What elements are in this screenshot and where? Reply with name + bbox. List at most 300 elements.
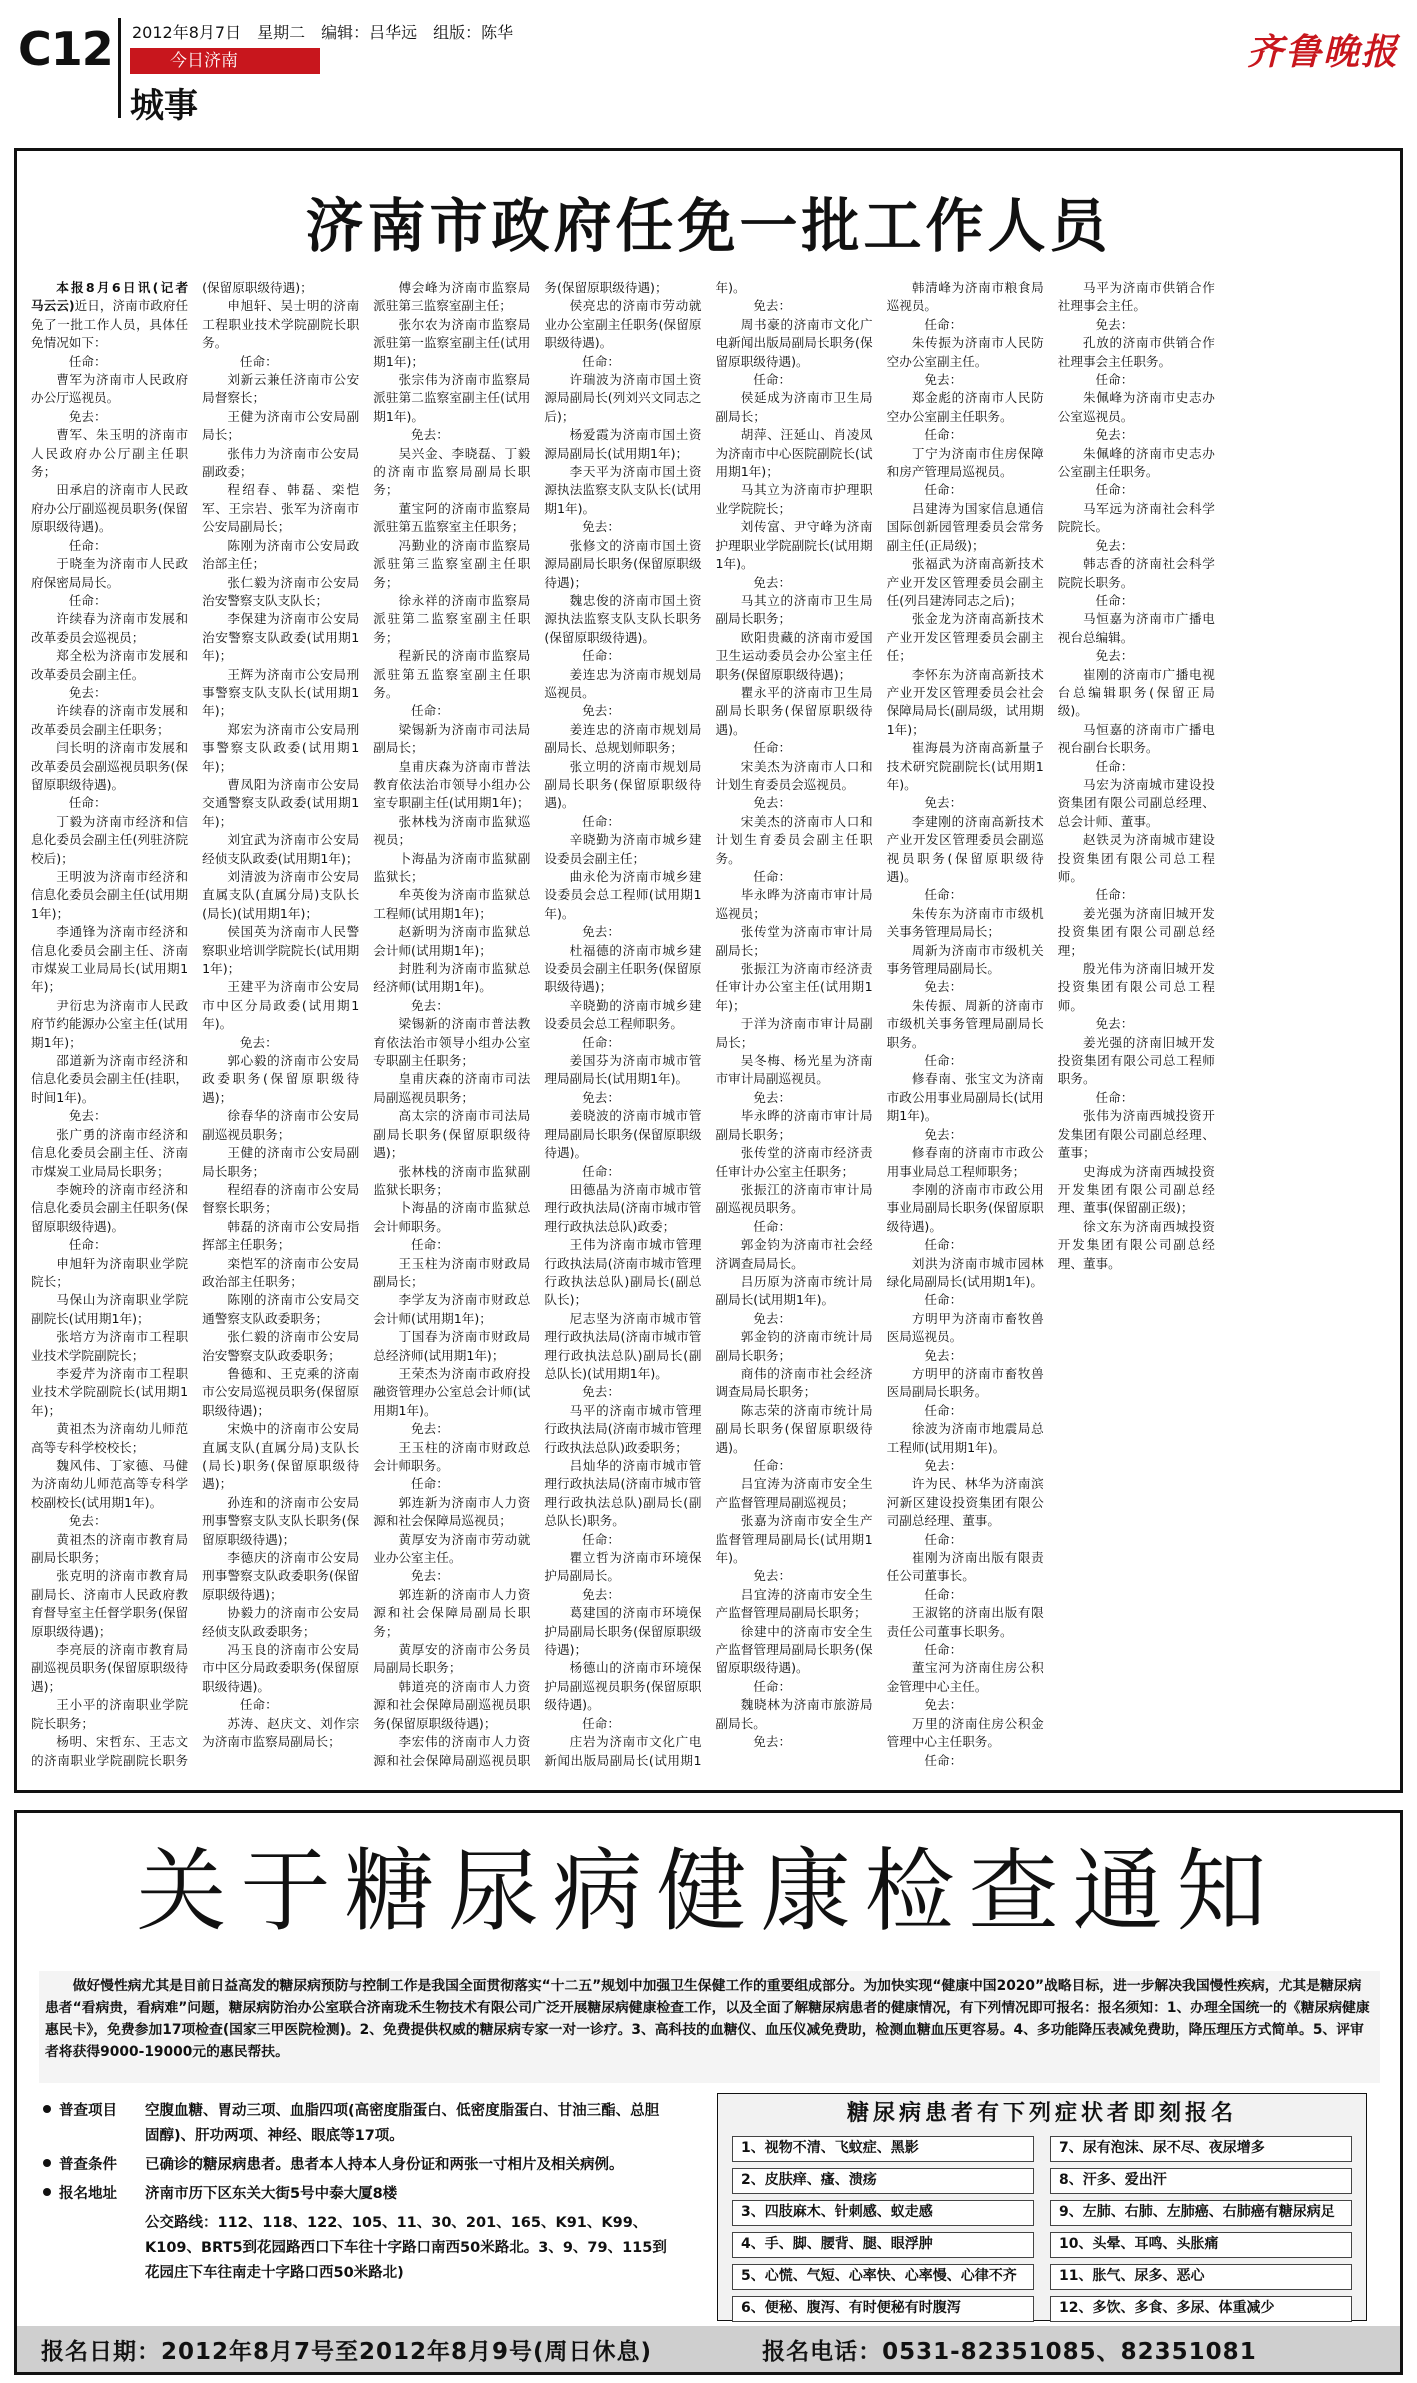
article-subhead: 免去： xyxy=(411,427,449,443)
article-subhead: 任命： xyxy=(68,1237,107,1253)
article-paragraph: 冯勤业的济南市监察局派驻第三监察室副主任职务； xyxy=(373,537,531,590)
article-paragraph: 邵道新为济南市经济和信息化委员会副主任(挂职，时间1年)。 xyxy=(31,1053,189,1105)
article-paragraph: 马军远为济南社会科学院院长。 xyxy=(1057,500,1215,535)
article-paragraph: 王健的济南市公安局副局长职务； xyxy=(202,1145,360,1179)
article-subhead: 任命： xyxy=(411,1476,449,1492)
article-subhead: 免去： xyxy=(411,1421,449,1437)
article-paragraph: 马宏为济南城市建设投资集团有限公司副总经理、总会计师、董事。 xyxy=(1057,776,1215,829)
article-paragraph: 刘清波为济南市公安局直属支队(直属分局)支队长(局长)(试用期1年)； xyxy=(202,869,360,921)
article-subhead: 任命： xyxy=(924,1752,963,1768)
info-value: 公交路线：112、118、122、105、11、30、201、165、K91、K99、K109、BRT5到花园路西口下车往十字路口南西50米路北。3、9、79、115到花园庄下车往南走十字路口西50米路北) xyxy=(145,2215,667,2281)
article-paragraph: 马平的济南市城市管理行政执法局(济南市城市管理行政执法总队)政委职务； xyxy=(544,1402,702,1455)
article-subhead: 任命： xyxy=(924,1642,963,1658)
article-paragraph: 张传堂的济南市经济责任审计办公室主任职务； xyxy=(715,1145,873,1179)
article-paragraph: 朱佩峰为济南市史志办公室巡视员。 xyxy=(1057,390,1215,424)
info-label xyxy=(43,2153,145,2178)
article-paragraph: 吕灿华的济南市城市管理行政执法局(济南市城市管理行政执法总队)副局长(副总队长)职务。 xyxy=(544,1458,702,1529)
article-paragraph: 毕永晔的济南市审计局副局长职务； xyxy=(715,1108,873,1142)
article-subhead: 任命： xyxy=(753,1678,792,1694)
registration-date: 报名日期：2012年8月7号至2012年8月9号(周日休息) xyxy=(41,2338,653,2365)
article-paragraph: 万里的济南住房公积金管理中心主任职务。 xyxy=(886,1715,1044,1750)
article-paragraph: 毕永晔为济南市审计局巡视员； xyxy=(715,887,873,921)
article-paragraph: 闫长明的济南市发展和改革委员会副巡视员职务(保留原职级待遇)。 xyxy=(31,740,189,792)
article-paragraph: 李亮辰的济南市教育局副巡视员职务(保留原职级待遇)； xyxy=(31,1642,189,1694)
article-paragraph: 庄岩为济南市文化广电新闻出版局副局长(试用期1年)。 xyxy=(544,280,746,1768)
article-paragraph: 张宗伟为济南市监察局派驻第二监察室副主任(试用期1年)。 xyxy=(373,372,531,424)
article-paragraph: 张培方为济南市工程职业技术学院副院长； xyxy=(31,1329,189,1363)
article-subhead: 任命： xyxy=(68,353,107,369)
article-subhead: 任命： xyxy=(924,316,963,332)
article-subhead: 任命： xyxy=(1095,1089,1134,1105)
notice-intro: 做好慢性病尤其是目前日益高发的糖尿病预防与控制工作是我国全面贯彻落实“十二五”规划中加强卫生保健工作的重要组成部分。为加快实现“健康中国2020”战略目标，进一步解决我国慢性疾病，尤其是糖尿病患者“看病贵，看病难”问题，糖尿病防治办公室联合济南珑禾生物技术有限公司广泛开展糖尿病健康检查工作，以及全面了解糖尿病患者的健康情况，有下列情况即可报名：报名须知：1、办理全国统一的《糖尿病健康惠民卡》，免费参加17项检查(国家三甲医院检测)。2、免费提供权威的糖尿病专家一对一诊疗。3、高科技的血糖仪、血压仪减免费助，检测血糖血压更容易。4、多功能降压表减免费助，降压理压方式简单。5、评审者将获得9000-19000元的惠民帮扶。 xyxy=(39,1971,1380,2083)
article-paragraph: 冯玉良的济南市公安局市中区分局政委职务(保留原职级待遇)。 xyxy=(202,1642,360,1694)
article-paragraph: 郑宏为济南市公安局刑事警察支队政委(试用期1年)； xyxy=(202,721,360,774)
article-paragraph: 张传堂为济南市审计局副局长； xyxy=(715,924,873,958)
article-paragraph: 黄厚安为济南市劳动就业办公室主任。 xyxy=(373,1531,531,1566)
article-subhead: 免去： xyxy=(924,795,963,811)
article-title: 济南市政府任免一批工作人员 xyxy=(305,192,1112,260)
article-paragraph: 张克明的济南市教育局副局长、济南市人民政府教育督导室主任督学职务(保留原职级待遇)； xyxy=(31,1568,189,1639)
article-paragraph: 李怀东为济南高新技术产业开发区管理委员会社会保障局局长(副局级，试用期1年)； xyxy=(886,666,1044,737)
article-subhead: 任命： xyxy=(239,353,278,369)
article-paragraph: 梁锡新的济南市普法教育依法治市领导小组办公室专职副主任职务； xyxy=(373,1016,531,1069)
article-subhead: 免去： xyxy=(753,298,792,314)
article-subhead: 任命： xyxy=(924,1586,963,1602)
article-subhead: 免去： xyxy=(582,1586,620,1602)
article-subhead: 免去： xyxy=(753,1089,792,1105)
article-paragraph: 马其立的济南市卫生局副局长职务； xyxy=(715,592,873,627)
article-paragraph: 曹军、朱玉明的济南市人民政府办公厅副主任职务； xyxy=(31,427,189,480)
symptom-item: 8、汗多、爱出汗 xyxy=(1050,2168,1352,2194)
article-subhead: 任命： xyxy=(924,427,963,443)
article-paragraph: 杨爱霞为济南市国土资源局副局长(试用期1年)； xyxy=(544,427,702,461)
article-paragraph: 侯亮忠的济南市劳动就业办公室副主任职务(保留原职级待遇)。 xyxy=(544,298,702,351)
article-lead: 近日，济南市政府任免了一批工作人员，具体任免情况如下： xyxy=(31,298,189,351)
article-paragraph: 曲永伦为济南市城乡建设委员会总工程师(试用期1年)。 xyxy=(544,869,702,921)
article-paragraph: 杨明、宋哲东、王志文的济南职业学院副院长职务(保留原职级待遇)； xyxy=(31,280,313,1768)
article-paragraph: 李建刚的济南高新技术产业开发区管理委员会副巡视员职务(保留原职级待遇)。 xyxy=(886,813,1044,884)
article-paragraph: 丁宁为济南市住房保障和房产管理局巡视员。 xyxy=(886,445,1044,480)
article-paragraph: 瞿永平的济南市卫生局副局长职务(保留原职级待遇)。 xyxy=(715,684,873,737)
article-paragraph: 侯国英为济南市人民警察职业培训学院院长(试用期1年)； xyxy=(202,924,360,977)
article-paragraph: 王建平为济南市公安局市中区分局政委(试用期1年)。 xyxy=(202,979,360,1032)
article-subhead: 免去： xyxy=(1095,1016,1134,1032)
article-paragraph: 李婉玲的济南市经济和信息化委员会副主任职务(保留原职级待遇)。 xyxy=(31,1181,189,1234)
article-paragraph: 郑金彪的济南市人民防空办公室副主任职务。 xyxy=(886,390,1044,424)
article-paragraph: 程新民的济南市监察局派驻第五监察室副主任职务。 xyxy=(373,648,531,700)
article-paragraph: 吕宜涛的济南市安全生产监督管理局副局长职务； xyxy=(715,1586,873,1621)
article-subhead: 任命： xyxy=(411,1237,449,1253)
article-subhead: 任命： xyxy=(753,1218,792,1234)
article-paragraph: 欧阳贵藏的济南市爱国卫生运动委员会办公室主任职务(保留原职级待遇)； xyxy=(715,629,873,682)
article-paragraph: 陈刚的济南市公安局交通警察支队政委职务； xyxy=(202,1292,360,1326)
article-subhead: 免去： xyxy=(411,997,449,1013)
article-paragraph: 朱传东为济南市市级机关事务管理局局长； xyxy=(886,905,1044,940)
article-subhead: 免去： xyxy=(753,1310,792,1326)
article-subhead: 免去： xyxy=(582,924,620,940)
article-paragraph: 姜光强为济南旧城开发投资集团有限公司副总经理； xyxy=(1057,905,1215,958)
article-subhead: 免去： xyxy=(1095,648,1134,664)
article-paragraph: 史海成为济南西城投资开发集团有限公司副总经理、董事(保留副正级)； xyxy=(1057,1163,1215,1216)
bullet-icon xyxy=(43,2105,51,2113)
bullet-icon xyxy=(43,2159,51,2167)
article-paragraph: 皇甫庆森的济南市司法局副巡视员职务； xyxy=(373,1071,531,1105)
article-subhead: 任命： xyxy=(1095,482,1134,498)
article-paragraph: 魏风伟、丁家德、马健为济南幼儿师范高等专科学校副校长(试用期1年)。 xyxy=(31,1458,189,1510)
article-paragraph: 申旭轩、吴士明的济南工程职业技术学院副院长职务。 xyxy=(202,298,360,351)
article-paragraph: 徐波为济南市地震局总工程师(试用期1年)。 xyxy=(886,1421,1044,1455)
article-subhead: 任命： xyxy=(68,795,107,811)
article-subhead: 免去： xyxy=(753,1568,792,1584)
article-paragraph: 韩道亮的济南市人力资源和社会保障局副巡视员职务(保留原职级待遇)； xyxy=(373,1678,531,1731)
article-subhead: 免去： xyxy=(924,1347,963,1363)
symptom-item: 1、视物不清、飞蚊症、黑影 xyxy=(732,2136,1034,2162)
article-paragraph: 尼志坚为济南市城市管理行政执法局(济南市城市管理行政执法总队)副局长(副总队长)(试用期1年)。 xyxy=(544,1310,702,1381)
article-paragraph: 吕建涛为国家信息通信国际创新园管理委员会常务副主任(正局级)； xyxy=(886,500,1044,553)
article-paragraph: 许为民、林华为济南滨河新区建设投资集团有限公司副总经理、董事。 xyxy=(886,1476,1044,1529)
info-row xyxy=(43,2099,673,2149)
article-paragraph: 修春南、张宝文为济南市政公用事业局副局长(试用期1年)。 xyxy=(886,1071,1044,1124)
article-paragraph: 许瑞波为济南市国土资源局副局长(列刘兴文同志之后)； xyxy=(544,372,702,424)
article-paragraph: 徐永祥的济南市监察局派驻第二监察室副主任职务； xyxy=(373,592,531,645)
article-subhead: 免去： xyxy=(68,684,107,700)
bullet-icon xyxy=(43,2188,51,2196)
article-paragraph: 李通锋为济南市经济和信息化委员会副主任、济南市煤炭工业局局长(试用期1年)； xyxy=(31,924,189,995)
symptom-grid xyxy=(718,2132,1366,2326)
article-paragraph: 郭金钧的济南市统计局副局长职务； xyxy=(715,1329,873,1363)
article-paragraph: 方明甲的济南市畜牧兽医局副局长职务。 xyxy=(886,1365,1044,1400)
article-subhead: 免去： xyxy=(68,408,107,424)
article-paragraph: 苏涛、赵庆文、刘作宗为济南市监察局副局长； xyxy=(202,1715,360,1750)
article-subhead: 免去： xyxy=(753,574,792,590)
article-paragraph: 杨德山的济南市环境保护局副巡视员职务(保留原职级待遇)。 xyxy=(544,1660,702,1713)
article-subhead: 免去： xyxy=(924,1458,963,1473)
info-row xyxy=(43,2153,673,2178)
article-paragraph: 徐建中的济南市安全生产监督管理局副局长职务(保留原职级待遇)。 xyxy=(715,1623,873,1676)
article-paragraph: 张修文的济南市国土资源局副局长职务(保留原职级待遇)； xyxy=(544,537,702,590)
article-subhead: 任命： xyxy=(582,1715,620,1731)
article-paragraph: 董宝阿的济南市监察局派驻第五监察室主任职务； xyxy=(373,500,531,535)
article-subhead: 任命： xyxy=(1095,592,1134,608)
article-paragraph: 魏忠俊的济南市国土资源执法监察支队支队长职务(保留原职级待遇)。 xyxy=(544,592,702,645)
article-paragraph: 曹凤阳为济南市公安局交通警察支队政委(试用期1年)； xyxy=(202,776,360,829)
article-paragraph: 王辉为济南市公安局刑事警察支队支队长(试用期1年)； xyxy=(202,666,360,719)
article-subhead: 任命： xyxy=(68,592,107,608)
article-paragraph: 郭连新的济南市人力资源和社会保障局副局长职务； xyxy=(373,1586,531,1639)
article-paragraph: 吕历原为济南市统计局副局长(试用期1年)。 xyxy=(715,1273,873,1308)
info-label-text: 报名地址 xyxy=(59,2186,117,2202)
article-subhead: 免去： xyxy=(68,1108,107,1124)
article-paragraph: 马保山为济南职业学院副院长(试用期1年)； xyxy=(31,1292,189,1326)
article-paragraph: 刘传富、尹守峰为济南护理职业学院副院长(试用期1年)。 xyxy=(715,519,873,572)
article-paragraph: 黄祖杰为济南幼儿师范高等专科学校校长； xyxy=(31,1421,189,1455)
article-paragraph: 韩清峰为济南市粮食局巡视员。 xyxy=(886,280,1044,314)
article-paragraph: 王伟为济南市城市管理行政执法局(济南市城市管理行政执法总队)副局长(副总队长)； xyxy=(544,1237,702,1308)
article-paragraph: 侯延成为济南市卫生局副局长； xyxy=(715,390,873,424)
article-paragraph: 辛晓勤的济南市城乡建设委员会总工程师职务。 xyxy=(544,997,702,1032)
article-subhead: 任命： xyxy=(1095,758,1134,774)
article-paragraph: 张林栈为济南市监狱巡视员； xyxy=(373,813,531,848)
article-paragraph: 崔海晨为济南高新量子技术研究院副院长(试用期1年)。 xyxy=(886,740,1044,792)
appointment-article xyxy=(14,148,1403,1793)
symptom-item: 3、四肢麻木、针刺感、蚁走感 xyxy=(732,2200,1034,2226)
page-number: C12 xyxy=(18,22,113,76)
article-paragraph: 徐春华的济南市公安局副巡视员职务； xyxy=(202,1108,360,1142)
article-paragraph: 丁毅为济南市经济和信息化委员会副主任(列驻济院校后)； xyxy=(31,813,189,866)
article-subhead: 任命： xyxy=(924,1402,963,1418)
article-paragraph: 皇甫庆森为济南市普法教育依法治市领导小组办公室专职副主任(试用期1年)； xyxy=(373,758,531,811)
article-paragraph: 郑全松为济南市发展和改革委员会副主任。 xyxy=(31,648,189,682)
article-subhead: 免去： xyxy=(924,979,963,995)
screening-info xyxy=(43,2099,673,2319)
article-paragraph: 张伟为济南西城投资开发集团有限公司副总经理、董事； xyxy=(1057,1108,1215,1161)
article-paragraph: 于洋为济南市审计局副局长； xyxy=(715,1016,873,1050)
article-paragraph: 栾恺军的济南市公安局政治部主任职务； xyxy=(202,1255,360,1289)
article-paragraph: 协毅力的济南市公安局经侦支队政委职务； xyxy=(202,1605,360,1639)
symptom-title: 糖尿病患者有下列症状者即刻报名 xyxy=(846,2100,1237,2126)
article-paragraph: 张仁毅为济南市公安局治安警察支队支队长； xyxy=(202,574,360,608)
article-subhead: 免去： xyxy=(924,372,963,388)
diabetes-notice xyxy=(14,1810,1403,2375)
article-paragraph: 商伟的济南市社会经济调查局局长职务； xyxy=(715,1365,873,1400)
info-value: 济南市历下区东关大街5号中泰大厦8楼 xyxy=(145,2186,398,2202)
article-subhead: 任命： xyxy=(411,703,449,719)
article-paragraph: 魏晓林为济南市旅游局副局长。 xyxy=(715,1697,873,1731)
article-paragraph: 许续春为济南市发展和改革委员会巡视员； xyxy=(31,611,189,645)
info-value: 空腹血糖、胃动三项、血脂四项(高密度脂蛋白、低密度脂蛋白、甘油三酯、总胆固醇)、肝功两项、神经、眼底等17项。 xyxy=(145,2103,660,2144)
article-subhead: 任命： xyxy=(239,1697,278,1713)
info-label xyxy=(43,2211,145,2286)
section-title: 城事 xyxy=(130,86,198,126)
article-paragraph: 郭金钧为济南市社会经济调查局局长。 xyxy=(715,1237,873,1271)
article-paragraph: 刘宜武为济南市公安局经侦支队政委(试用期1年)； xyxy=(202,832,360,866)
article-paragraph: 董宝河为济南住房公积金管理中心主任。 xyxy=(886,1660,1044,1694)
article-paragraph: 瞿立哲为济南市环境保护局副局长。 xyxy=(544,1550,702,1584)
article-paragraph: 张嘉为济南市安全生产监督管理局副局长(试用期1年)。 xyxy=(715,1513,873,1566)
article-paragraph: 黄厚安的济南市公务员局副局长职务； xyxy=(373,1642,531,1676)
article-paragraph: 田德晶为济南市城市管理行政执法局(济南市城市管理行政执法总队)政委； xyxy=(544,1181,702,1234)
article-paragraph: 傅会峰为济南市监察局派驻第三监察室副主任； xyxy=(373,280,531,314)
article-paragraph: 李天平为济南市国土资源执法监察支队支队长(试用期1年)。 xyxy=(544,464,702,516)
article-paragraph: 王小平的济南职业学院院长职务； xyxy=(31,1697,189,1731)
article-paragraph: 杜福德的济南市城乡建设委员会副主任职务(保留原职级待遇)； xyxy=(544,942,702,995)
article-paragraph: 姜光强的济南旧城开发投资集团有限公司总工程师职务。 xyxy=(1057,1034,1215,1087)
article-paragraph: 辛晓勤为济南市城乡建设委员会副主任； xyxy=(544,832,702,866)
article-subhead: 任命： xyxy=(582,1163,620,1179)
article-paragraph: 胡萍、汪延山、肖凌凤为济南市中心医院副院长(试用期1年)； xyxy=(715,427,873,480)
article-paragraph: 鲁德和、王克乘的济南市公安局巡视员职务(保留原职级待遇)； xyxy=(202,1365,360,1418)
article-subhead: 任命： xyxy=(1095,372,1134,388)
article-subhead: 免去： xyxy=(1095,427,1134,443)
article-paragraph: 卜海晶为济南市监狱副监狱长； xyxy=(373,850,531,884)
article-paragraph: 张振江的济南市审计局副巡视员职务。 xyxy=(715,1181,873,1216)
article-subhead: 任命： xyxy=(582,1034,620,1050)
article-paragraph: 葛建国的济南市环境保护局副局长职务(保留原职级待遇)； xyxy=(544,1605,702,1658)
article-paragraph: 徐文东为济南西城投资开发集团有限公司副总经理、董事。 xyxy=(1057,1218,1215,1271)
info-row xyxy=(43,2182,673,2207)
info-label-text: 普查项目 xyxy=(59,2103,117,2119)
masthead xyxy=(0,0,1417,140)
info-row xyxy=(43,2211,673,2286)
symptom-item: 11、胀气、尿多、恶心 xyxy=(1050,2264,1352,2290)
article-paragraph: 黄祖杰的济南市教育局副局长职务； xyxy=(31,1531,189,1566)
article-paragraph: 田承启的济南市人民政府办公厅副巡视员职务(保留原职级待遇)。 xyxy=(31,482,189,535)
article-paragraph: 王明波为济南市经济和信息化委员会副主任(试用期1年)； xyxy=(31,869,189,921)
article-paragraph: 陈志荣的济南市统计局副局长职务(保留原职级待遇)。 xyxy=(715,1402,873,1455)
article-paragraph: 张广勇的济南市经济和信息化委员会副主任、济南市煤炭工业局局长职务； xyxy=(31,1126,189,1179)
article-paragraph: 修春南的济南市市政公用事业局总工程师职务； xyxy=(886,1145,1044,1179)
article-paragraph: 程绍春、韩磊、栾恺军、王宗岩、张军为济南市公安局副局长； xyxy=(202,482,360,535)
article-paragraph: 韩磊的济南市公安局指挥部主任职务； xyxy=(202,1218,360,1253)
article-paragraph: 刘新云兼任济南市公安局督察长； xyxy=(202,372,360,406)
article-paragraph: 王玉柱为济南市财政局副局长； xyxy=(373,1255,531,1289)
article-subhead: 免去： xyxy=(1095,316,1134,332)
symptom-box xyxy=(717,2093,1367,2321)
article-paragraph: 朱传振、周新的济南市市级机关事务管理局副局长职务。 xyxy=(886,997,1044,1050)
article-paragraph: 尹衍忠为济南市人民政府节约能源办公室主任(试用期1年)； xyxy=(31,997,189,1050)
article-subhead: 任命： xyxy=(924,482,963,498)
article-paragraph: 赵铁灵为济南城市建设投资集团有限公司总工程师。 xyxy=(1057,832,1215,884)
article-paragraph: 李德庆的济南市公安局刑事警察支队政委职务(保留原职级待遇)； xyxy=(202,1550,360,1602)
section-tag: 今日济南 xyxy=(130,48,320,74)
article-paragraph: 刘洪为济南市城市园林绿化局副局长(试用期1年)。 xyxy=(886,1255,1044,1289)
article-subhead: 免去： xyxy=(582,1384,620,1400)
symptom-item: 12、多饮、多食、多尿、体重减少 xyxy=(1050,2296,1352,2322)
article-paragraph: 高太宗的济南市司法局副局长职务(保留原职级待遇)； xyxy=(373,1108,531,1161)
article-paragraph: 殷光伟为济南旧城开发投资集团有限公司总工程师。 xyxy=(1057,961,1215,1013)
article-paragraph: 张仁毅的济南市公安局治安警察支队政委职务； xyxy=(202,1329,360,1363)
article-paragraph: 张福武为济南高新技术产业开发区管理委员会副主任(列吕建涛同志之后)； xyxy=(886,556,1044,608)
masthead-divider xyxy=(118,18,121,118)
article-paragraph: 李学友为济南市财政总会计师(试用期1年)； xyxy=(373,1292,531,1326)
article-paragraph: 周书豪的济南市文化广电新闻出版局副局长职务(保留原职级待遇)。 xyxy=(715,316,873,369)
article-paragraph: 韩志香的济南社会科学院院长职务。 xyxy=(1057,556,1215,590)
article-paragraph: 姜国芬为济南市城市管理局副局长(试用期1年)。 xyxy=(544,1053,702,1087)
article-subhead: 免去： xyxy=(924,1126,963,1142)
article-paragraph: 姜连忠为济南市规划局巡视员。 xyxy=(544,666,702,700)
article-subhead: 免去： xyxy=(411,1568,449,1584)
article-paragraph: 宋焕中的济南市公安局直属支队(直属分局)支队长(局长)职务(保留原职级待遇)； xyxy=(202,1421,360,1492)
info-label xyxy=(43,2182,145,2207)
article-paragraph: 张林栈的济南市监狱副监狱长职务； xyxy=(373,1163,531,1197)
article-paragraph: 马恒嘉的济南市广播电视台副台长职务。 xyxy=(1057,721,1215,756)
notice-title: 关于糖尿病健康检查通知 xyxy=(136,1839,1281,1944)
article-subhead: 任命： xyxy=(924,1053,963,1069)
article-paragraph: 王健为济南市公安局副局长； xyxy=(202,408,360,443)
article-paragraph: 姜晓波的济南市城市管理局副局长职务(保留原职级待遇)。 xyxy=(544,1108,702,1161)
article-paragraph: 李爱芹为济南市工程职业技术学院副院长(试用期1年)； xyxy=(31,1365,189,1418)
info-value: 已确诊的糖尿病患者。患者本人持本人身份证和两张一寸相片及相关病例。 xyxy=(145,2157,624,2173)
article-paragraph: 张尔农为济南市监察局派驻第一监察室副主任(试用期1年)； xyxy=(373,316,531,369)
article-paragraph: 马其立为济南市护理职业学院院长； xyxy=(715,482,873,516)
article-subhead: 免去： xyxy=(1095,537,1134,553)
article-subhead: 任命： xyxy=(924,887,963,903)
article-subhead: 免去： xyxy=(753,1734,792,1750)
issue-meta: 2012年8月7日 星期二 编辑：吕华远 组版：陈华 xyxy=(132,23,514,42)
article-subhead: 任命： xyxy=(924,1531,963,1547)
symptom-item: 9、左肺、右肺、左肺癌、右肺癌有糖尿病足 xyxy=(1050,2200,1352,2226)
article-paragraph: 张振江为济南市经济责任审计办公室主任(试用期1年)； xyxy=(715,961,873,1013)
article-paragraph: 崔刚为济南出版有限责任公司董事长。 xyxy=(886,1550,1044,1584)
article-subhead: 免去： xyxy=(68,1513,107,1529)
article-paragraph: 孙连和的济南市公安局刑事警察支队支队长职务(保留原职级待遇)； xyxy=(202,1494,360,1547)
article-paragraph: 封胜利为济南市监狱总经济师(试用期1年)。 xyxy=(373,961,531,995)
article-paragraph: 孔放的济南市供销合作社理事会主任职务。 xyxy=(1057,335,1215,369)
article-paragraph: 牟英俊为济南市监狱总工程师(试用期1年)； xyxy=(373,887,531,921)
article-paragraph: 曹军为济南市人民政府办公厅巡视员。 xyxy=(31,372,189,406)
article-subhead: 免去： xyxy=(239,1034,278,1050)
article-subhead: 任命： xyxy=(753,740,792,756)
article-subhead: 任命： xyxy=(582,648,620,664)
article-paragraph: 于晓奎为济南市人民政府保密局局长。 xyxy=(31,556,189,590)
article-paragraph: 郭心毅的济南市公安局政委职务(保留原职级待遇)； xyxy=(202,1053,360,1105)
article-paragraph: 姜连忠的济南市规划局副局长、总规划师职务； xyxy=(544,721,702,756)
article-paragraph: 李刚的济南市市政公用事业局副局长职务(保留原职级待遇)。 xyxy=(886,1181,1044,1234)
article-subhead: 任命： xyxy=(924,1292,963,1308)
article-paragraph: 宋美杰为济南市人口和计划生育委员会巡视员。 xyxy=(715,758,873,792)
info-label xyxy=(43,2099,145,2149)
article-paragraph: 张金龙为济南高新技术产业开发区管理委员会副主任； xyxy=(886,611,1044,664)
article-subhead: 免去： xyxy=(753,795,792,811)
article-subhead: 免去： xyxy=(582,519,620,535)
article-paragraph: 丁国春为济南市财政局总经济师(试用期1年)； xyxy=(373,1329,531,1363)
article-paragraph: 张立明的济南市规划局副局长职务(保留原职级待遇)。 xyxy=(544,758,702,811)
registration-phone: 报名电话：0531-82351085、82351081 xyxy=(762,2338,1257,2365)
article-paragraph: 卜海晶的济南市监狱总会计师职务。 xyxy=(373,1200,531,1234)
article-subhead: 任命： xyxy=(924,1237,963,1253)
symptom-item: 10、头晕、耳鸣、头胀痛 xyxy=(1050,2232,1352,2258)
article-paragraph: 王玉柱的济南市财政总会计师职务。 xyxy=(373,1439,531,1473)
article-paragraph: 朱传振为济南市人民防空办公室副主任。 xyxy=(886,335,1044,369)
article-subhead: 免去： xyxy=(582,703,620,719)
article-paragraph: 赵新明为济南市监狱总会计师(试用期1年)； xyxy=(373,924,531,958)
article-subhead: 任命： xyxy=(582,813,620,829)
article-byline: 本报8月6日讯(记者 马云云) xyxy=(31,280,201,314)
article-paragraph: 张伟力为济南市公安局副政委； xyxy=(202,445,360,480)
article-subhead: 任命： xyxy=(582,1531,620,1547)
article-paragraph: 吴冬梅、杨光星为济南市审计局副巡视员。 xyxy=(715,1053,873,1087)
symptom-item: 2、皮肤痒、瘙、溃疡 xyxy=(732,2168,1034,2194)
symptom-item: 6、便秘、腹泻、有时便秘有时腹泻 xyxy=(732,2296,1034,2322)
article-subhead: 免去： xyxy=(924,1697,963,1713)
registration-bar xyxy=(17,2326,1400,2372)
article-paragraph: 马恒嘉为济南市广播电视台总编辑。 xyxy=(1057,611,1215,645)
article-paragraph: 周新为济南市市级机关事务管理局副局长。 xyxy=(886,942,1044,977)
article-paragraph: 王荣杰为济南市政府投融资管理办公室总会计师(试用期1年)。 xyxy=(373,1365,531,1418)
article-subhead: 任命： xyxy=(753,869,792,884)
info-label-text: 普查条件 xyxy=(59,2157,117,2173)
article-subhead: 任命： xyxy=(753,1458,792,1473)
article-paragraph: 郭连新为济南市人力资源和社会保障局巡视员； xyxy=(373,1494,531,1529)
article-paragraph: 马平为济南市供销合作社理事会主任。 xyxy=(1057,280,1215,314)
symptom-item: 5、心慌、气短、心率快、心率慢、心律不齐 xyxy=(732,2264,1034,2290)
article-paragraph: 李保建为济南市公安局治安警察支队政委(试用期1年)； xyxy=(202,611,360,664)
symptom-item: 7、尿有泡沫、尿不尽、夜尿增多 xyxy=(1050,2136,1352,2162)
article-paragraph: 陈刚为济南市公安局政治部主任； xyxy=(202,537,360,572)
article-paragraph: 方明甲为济南市畜牧兽医局巡视员。 xyxy=(886,1310,1044,1345)
article-subhead: 任命： xyxy=(753,372,792,388)
article-paragraph: 王淑铭的济南出版有限责任公司董事长职务。 xyxy=(886,1605,1044,1639)
article-subhead: 任命： xyxy=(68,537,107,553)
article-subhead: 任命： xyxy=(1095,887,1134,903)
article-paragraph: 吕宜涛为济南市安全生产监督管理局副巡视员； xyxy=(715,1476,873,1510)
article-paragraph: 崔刚的济南市广播电视台总编辑职务(保留正局级)。 xyxy=(1057,666,1215,719)
article-body xyxy=(31,279,1386,1780)
symptom-item: 4、手、脚、腰背、腿、眼浮肿 xyxy=(732,2232,1034,2258)
article-paragraph: 李宏伟的济南市人力资源和社会保障局副巡视员职务(保留原职级待遇)； xyxy=(373,280,668,1768)
article-paragraph: 程绍春的济南市公安局督察长职务； xyxy=(202,1181,360,1216)
article-paragraph: 朱佩峰的济南市史志办公室副主任职务。 xyxy=(1057,445,1215,480)
